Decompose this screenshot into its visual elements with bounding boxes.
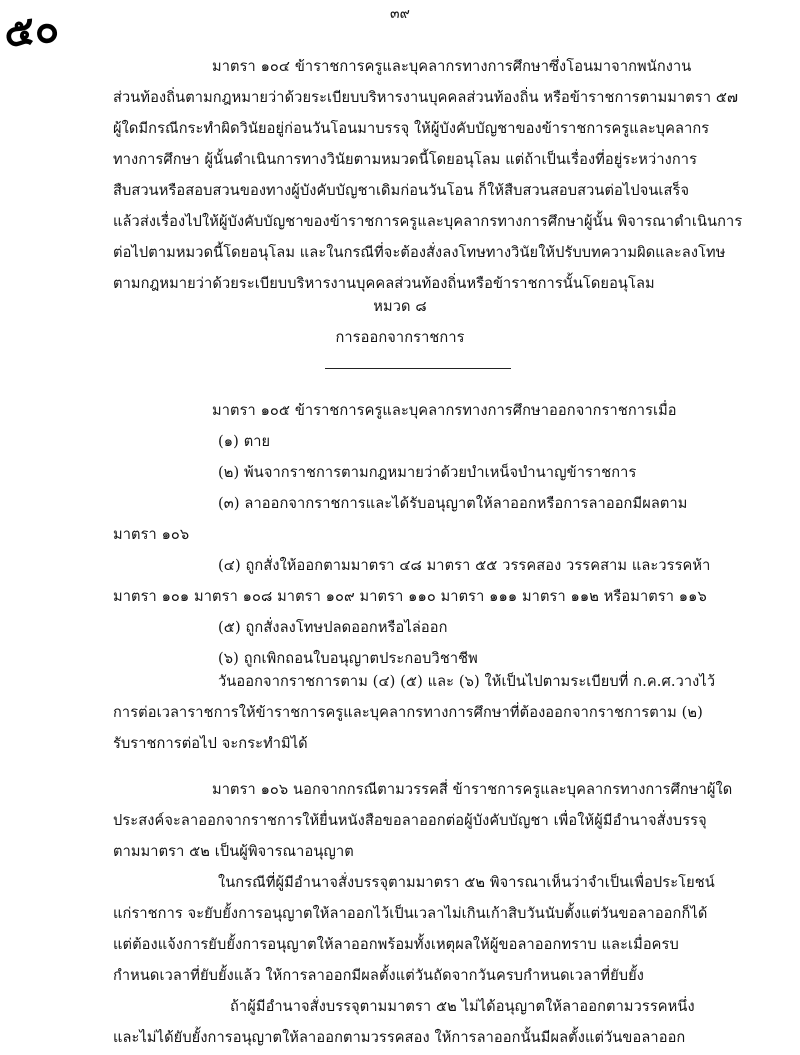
section-104-line-5: สืบสวนหรือสอบสวนของทางผู้บังคับบัญชาเดิมก่อนวันโอน ก็ให้สืบสวนสอบสวนต่อไปจนเสร็จ [113, 182, 690, 199]
section-106-line-3: ตามมาตรา ๕๒ เป็นผู้พิจารณาอนุญาต [113, 843, 354, 860]
section-106-line-8: ถ้าผู้มีอำนาจสั่งบรรจุตามมาตรา ๕๒ ไม่ได้อนุญาตให้ลาออกตามวรรคหนึ่ง [230, 998, 695, 1015]
section-105-item-4: (๔) ถูกสั่งให้ออกตามมาตรา ๔๘ มาตรา ๕๕ วรรคสอง วรรคสาม และวรรคห้า [218, 557, 711, 574]
section-104-line-2: ส่วนท้องถิ่นตามกฎหมายว่าด้วยระเบียบบริหารงานบุคคลส่วนท้องถิ่น หรือข้าราชการตามมาตรา ๕๗ [113, 89, 739, 106]
section-106-line-9: และไม่ได้ยับยั้งการอนุญาตให้ลาออกตามวรรคสอง ให้การลาออกนั้นมีผลตั้งแต่วันขอลาออก [113, 1029, 686, 1046]
section-105-item-2: (๒) พ้นจากราชการตามกฎหมายว่าด้วยบำเหน็จบำนาญข้าราชการ [218, 464, 637, 481]
section-104-line-7: ต่อไปตามหมวดนี้โดยอนุโลม และในกรณีที่จะต้องสั่งลงโทษทางวินัยให้ปรับบทความผิดและลงโทษ [113, 244, 726, 261]
section-105-paragraph-2-line-3: รับราชการต่อไป จะกระทำมิได้ [113, 735, 308, 752]
section-104-line-3: ผู้ใดมีกรณีกระทำผิดวินัยอยู่ก่อนวันโอนมาบรรจุ ให้ผู้บังคับบัญชาของข้าราชการครูและบุคลากร [113, 120, 710, 137]
section-104-line-1: มาตรา ๑๐๔ ข้าราชการครูและบุคลากรทางการศึกษาซึ่งโอนมาจากพนักงาน [212, 58, 692, 75]
section-105-paragraph-2-line-2: การต่อเวลาราชการให้ข้าราชการครูและบุคลากรทางการศึกษาที่ต้องออกจากราชการตาม (๒) [113, 704, 703, 721]
section-105-item-3-cont: มาตรา ๑๐๖ [113, 526, 190, 543]
section-106-line-2: ประสงค์จะลาออกจากราชการให้ยื่นหนังสือขอลาออกต่อผู้บังคับบัญชา เพื่อให้ผู้มีอำนาจสั่งบรรจุ [113, 812, 707, 829]
section-106-line-6: แต่ต้องแจ้งการยับยั้งการอนุญาตให้ลาออกพร้อมทั้งเหตุผลให้ผู้ขอลาออกทราบ และเมื่อครบ [113, 936, 679, 953]
section-105-item-1: (๑) ตาย [218, 433, 271, 450]
section-105-intro: มาตรา ๑๐๕ ข้าราชการครูและบุคลากรทางการศึกษาออกจากราชการเมื่อ [212, 402, 677, 419]
section-105-item-3: (๓) ลาออกจากราชการและได้รับอนุญาตให้ลาออกหรือการลาออกมีผลตาม [218, 495, 688, 512]
page-number: ๓๙ [389, 6, 411, 22]
chapter-divider [325, 368, 511, 369]
section-104-line-4: ทางการศึกษา ผู้นั้นดำเนินการทางวินัยตามหมวดนี้โดยอนุโลม แต่ถ้าเป็นเรื่องที่อยู่ระหว่างการ [113, 151, 698, 168]
chapter-number: หมวด ๘ [373, 298, 427, 315]
section-106-line-7: กำหนดเวลาที่ยับยั้งแล้ว ให้การลาออกมีผลตั้งแต่วันถัดจากวันครบกำหนดเวลาที่ยับยั้ง [113, 967, 644, 984]
section-105-item-6: (๖) ถูกเพิกถอนใบอนุญาตประกอบวิชาชีพ [218, 650, 478, 667]
section-106-line-5: แก่ราชการ จะยับยั้งการอนุญาตให้ลาออกไว้เป็นเวลาไม่เกินเก้าสิบวันนับตั้งแต่วันขอลาออกก็ได้ [113, 905, 708, 922]
section-106-line-1: มาตรา ๑๐๖ นอกจากกรณีตามวรรคสี่ ข้าราชการครูและบุคลากรทางการศึกษาผู้ใด [212, 781, 733, 798]
section-105-paragraph-2-line-1: วันออกจากราชการตาม (๔) (๕) และ (๖) ให้เป็นไปตามระเบียบที่ ก.ค.ศ.วางไว้ [218, 673, 716, 690]
section-106-line-4: ในกรณีที่ผู้มีอำนาจสั่งบรรจุตามมาตรา ๕๒ พิจารณาเห็นว่าจำเป็นเพื่อประโยชน์ [218, 874, 715, 891]
section-105-item-4-cont: มาตรา ๑๐๑ มาตรา ๑๐๘ มาตรา ๑๐๙ มาตรา ๑๑๐ มาตรา ๑๑๑ มาตรา ๑๑๒ หรือมาตรา ๑๑๖ [113, 588, 707, 605]
section-105-item-5: (๕) ถูกสั่งลงโทษปลดออกหรือไล่ออก [218, 619, 448, 636]
chapter-title: การออกจากราชการ [335, 329, 465, 346]
handwritten-page-mark: ๕๐ [1, 4, 62, 57]
section-104-line-8: ตามกฎหมายว่าด้วยระเบียบบริหารงานบุคคลส่วนท้องถิ่นหรือข้าราชการนั้นโดยอนุโลม [113, 275, 655, 292]
section-104-line-6: แล้วส่งเรื่องไปให้ผู้บังคับบัญชาของข้าราชการครูและบุคลากรทางการศึกษาผู้นั้น พิจารณาดำเนินการ [113, 213, 743, 230]
